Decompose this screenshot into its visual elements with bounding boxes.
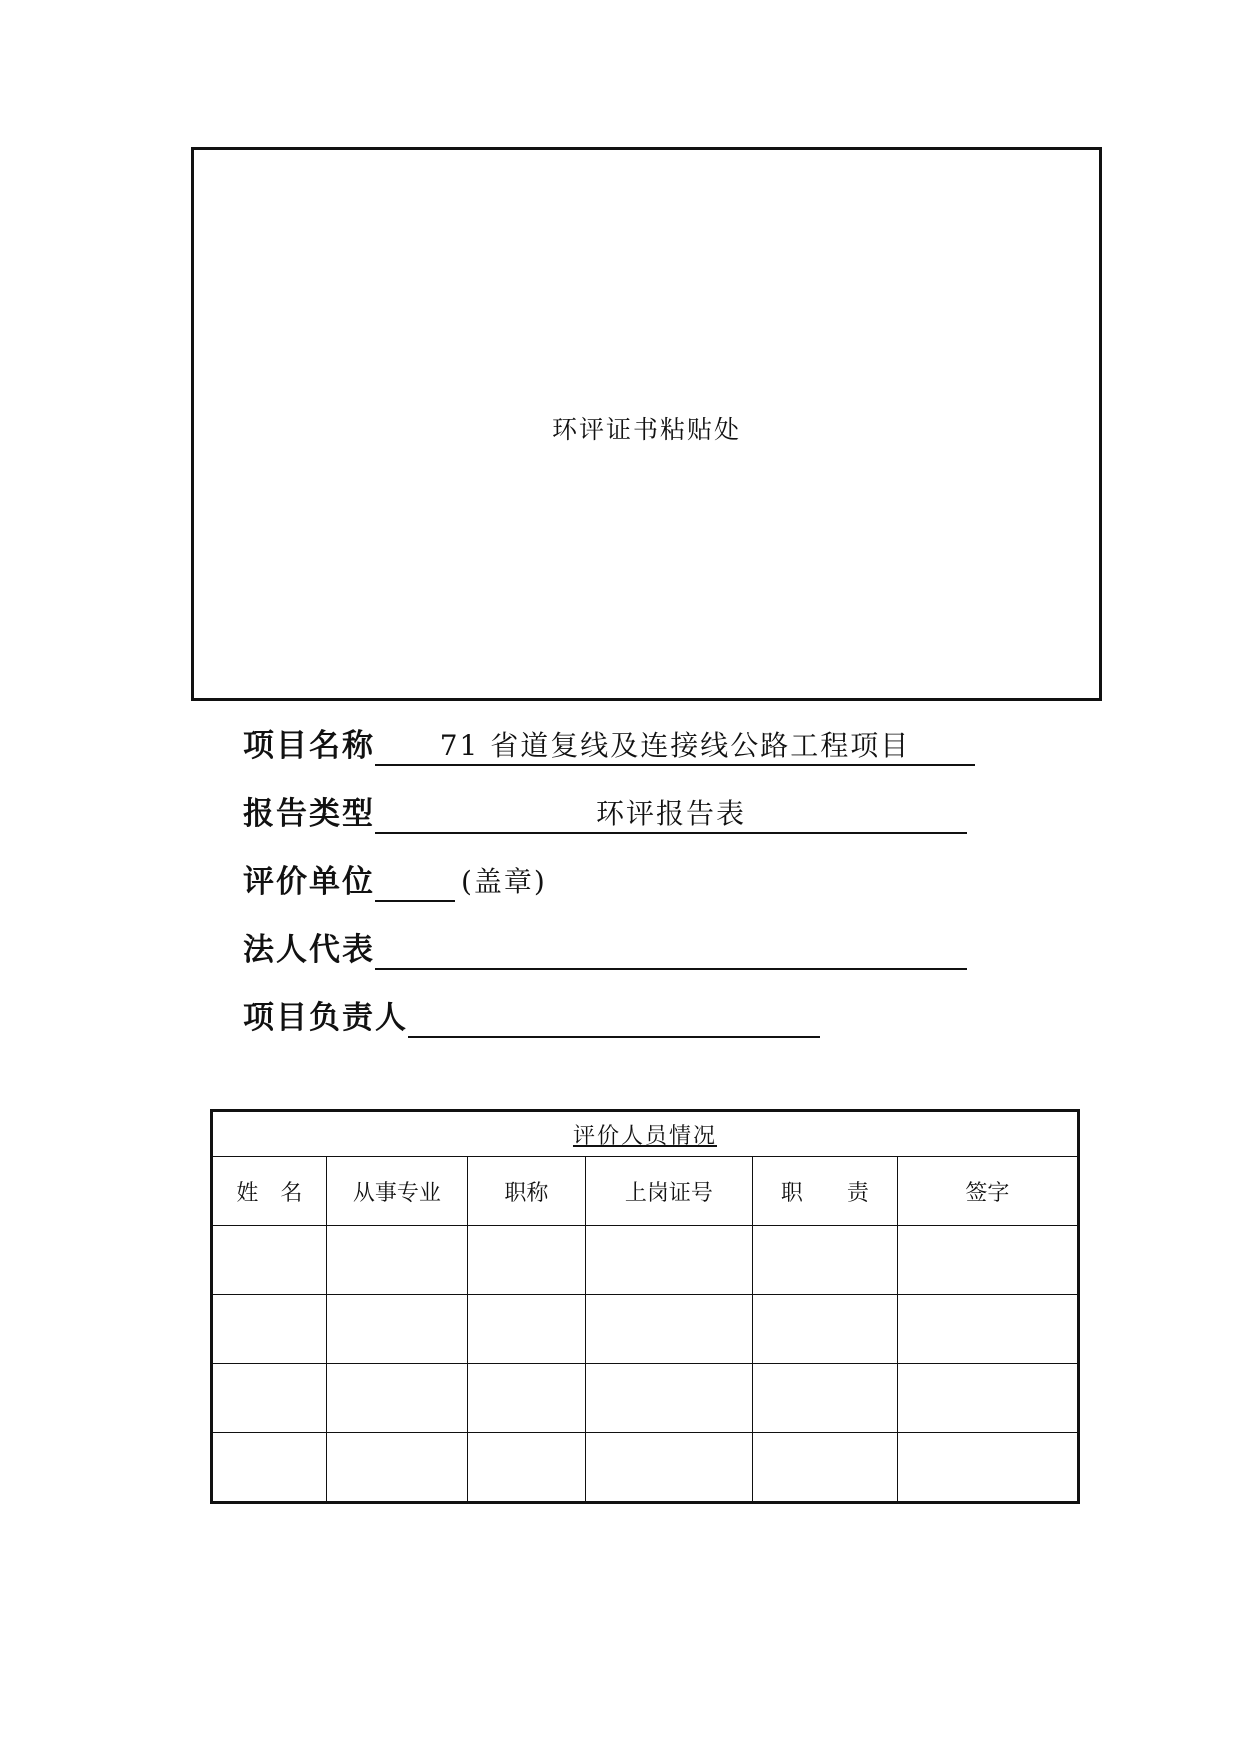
table-row [212, 1226, 1079, 1295]
column-header-duty: 职 责 [753, 1157, 898, 1226]
report-type-row [243, 784, 967, 834]
evaluation-unit-label: 评价单位 [243, 864, 375, 900]
certificate-no-cell[interactable] [585, 1226, 752, 1295]
legal-representative-field[interactable] [375, 930, 967, 970]
column-header-certificate-no: 上岗证号 [585, 1157, 752, 1226]
certificate-paste-label: 环评证书粘贴处 [551, 415, 741, 444]
staff-table-caption-cell [212, 1111, 1079, 1157]
certificate-paste-area [191, 147, 1102, 701]
name-cell[interactable] [212, 1295, 327, 1364]
legal-representative-label: 法人代表 [243, 932, 375, 968]
project-name-label: 项目名称 [243, 728, 375, 764]
seal-note: (盖章) [461, 865, 547, 898]
column-header-signature: 签字 [897, 1157, 1078, 1226]
column-header-title: 职称 [468, 1157, 586, 1226]
specialty-cell[interactable] [326, 1433, 467, 1503]
name-cell[interactable] [212, 1226, 327, 1295]
name-cell[interactable] [212, 1364, 327, 1433]
project-leader-row [243, 988, 820, 1038]
specialty-cell[interactable] [326, 1295, 467, 1364]
name-cell[interactable] [212, 1433, 327, 1503]
staff-table [210, 1109, 1080, 1504]
specialty-cell[interactable] [326, 1226, 467, 1295]
staff-table-header-row [212, 1157, 1079, 1226]
certificate-no-cell[interactable] [585, 1295, 752, 1364]
project-leader-label: 项目负责人 [243, 1000, 408, 1036]
column-header-name: 姓 名 [212, 1157, 327, 1226]
signature-cell[interactable] [897, 1226, 1078, 1295]
evaluation-unit-row [243, 852, 547, 902]
signature-cell[interactable] [897, 1433, 1078, 1503]
report-type-field[interactable]: 环评报告表 [375, 794, 967, 834]
legal-representative-row [243, 920, 967, 970]
table-row [212, 1433, 1079, 1503]
project-leader-field[interactable] [408, 998, 820, 1038]
signature-cell[interactable] [897, 1295, 1078, 1364]
specialty-cell[interactable] [326, 1364, 467, 1433]
certificate-no-cell[interactable] [585, 1364, 752, 1433]
duty-cell[interactable] [753, 1364, 898, 1433]
duty-cell[interactable] [753, 1295, 898, 1364]
title-cell[interactable] [468, 1226, 586, 1295]
signature-cell[interactable] [897, 1364, 1078, 1433]
certificate-no-cell[interactable] [585, 1433, 752, 1503]
evaluation-unit-field[interactable] [375, 862, 455, 902]
table-row [212, 1364, 1079, 1433]
title-cell[interactable] [468, 1433, 586, 1503]
duty-cell[interactable] [753, 1433, 898, 1503]
column-header-specialty: 从事专业 [326, 1157, 467, 1226]
title-cell[interactable] [468, 1364, 586, 1433]
duty-cell[interactable] [753, 1226, 898, 1295]
staff-table-caption: 评价人员情况 [572, 1123, 717, 1149]
table-row [212, 1295, 1079, 1364]
project-name-row [243, 716, 975, 766]
project-name-field[interactable]: 71 省道复线及连接线公路工程项目 [375, 726, 975, 766]
report-type-label: 报告类型 [243, 796, 375, 832]
title-cell[interactable] [468, 1295, 586, 1364]
